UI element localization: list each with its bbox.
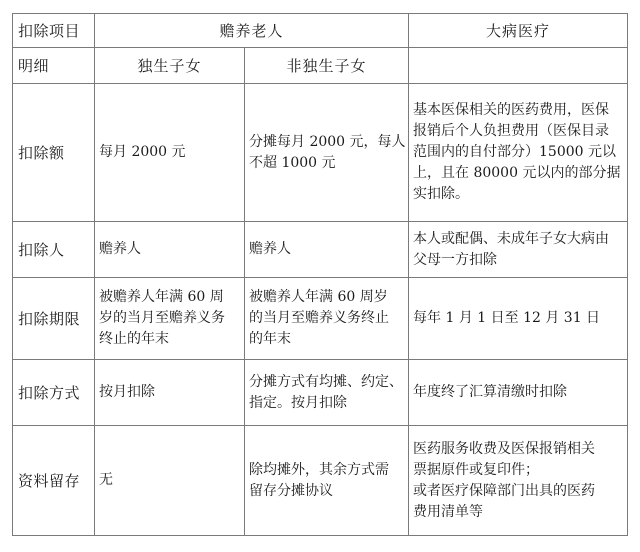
subheader-detail-label: 明细 bbox=[13, 48, 95, 84]
cell-text-line: 的当月至赡养义务终止 bbox=[249, 310, 389, 326]
cell-text-line: 医药服务收费及医保报销相关 bbox=[413, 440, 596, 457]
table-row bbox=[13, 278, 628, 360]
cell-medical bbox=[409, 278, 628, 360]
cell-text-line: 被赡养人年满 60 周岁 bbox=[249, 289, 388, 305]
cell-text-line: 费用清单等 bbox=[413, 503, 484, 520]
cell-text-line: 按月扣除 bbox=[99, 384, 155, 400]
header-serious-illness-medical: 大病医疗 bbox=[409, 14, 628, 48]
cell-only-child bbox=[95, 426, 245, 536]
cell-text-line: 年度终了汇算清缴时扣除 bbox=[413, 384, 568, 400]
cell-text-line: 终止的年末 bbox=[99, 331, 169, 347]
cell-medical bbox=[409, 426, 628, 536]
table-row bbox=[13, 222, 628, 278]
row-label: 扣除方式 bbox=[13, 360, 95, 426]
cell-only-child bbox=[95, 84, 245, 222]
cell-non-only-child bbox=[245, 360, 409, 426]
cell-text-line: 每年 1 月 1 日至 12 月 31 日 bbox=[413, 310, 601, 326]
table-row bbox=[13, 360, 628, 426]
table-row bbox=[13, 84, 628, 222]
cell-text-line: 除均摊外，其余方式需 bbox=[249, 461, 389, 478]
cell-only-child bbox=[95, 278, 245, 360]
cell-text-line: 每月 2000 元 bbox=[99, 144, 186, 160]
cell-text-line: 留存分摊协议 bbox=[249, 482, 333, 499]
cell-text-line: 基本医保相关的医药费用，医保 bbox=[413, 102, 610, 118]
subheader-non-only-child: 非独生子女 bbox=[245, 48, 409, 84]
header-item-label: 扣除项目 bbox=[13, 14, 95, 48]
row-label: 扣除期限 bbox=[13, 278, 95, 360]
cell-text-line: 的年末 bbox=[249, 331, 291, 347]
cell-non-only-child bbox=[245, 222, 409, 278]
cell-text-line: 指定。按月扣除 bbox=[249, 394, 347, 411]
cell-text-line: 分摊方式有均摊、约定、 bbox=[249, 373, 403, 390]
row-label: 扣除额 bbox=[13, 84, 95, 222]
cell-text-line: 无 bbox=[99, 472, 113, 488]
header-row bbox=[13, 14, 628, 48]
cell-only-child bbox=[95, 360, 245, 426]
cell-text-line: 范围内的自付部分）15000 元以 bbox=[413, 144, 617, 160]
cell-text-line: 父母一方扣除 bbox=[413, 251, 498, 268]
cell-text-line: 本人或配偶、未成年子女大病由 bbox=[413, 230, 610, 247]
cell-text-line: 实扣除。 bbox=[413, 186, 470, 202]
cell-text-line: 被赡养人年满 60 周 bbox=[99, 289, 224, 305]
cell-medical bbox=[409, 222, 628, 278]
header-elderly-support: 赡养老人 bbox=[95, 14, 409, 48]
cell-text-line: 报销后个人负担费用（医保目录 bbox=[413, 123, 610, 139]
cell-text-line: 分摊每月 2000 元，每人 bbox=[249, 133, 406, 150]
cell-medical bbox=[409, 84, 628, 222]
deduction-table-container bbox=[12, 13, 627, 537]
cell-text-line: 不超 1000 元 bbox=[249, 154, 336, 171]
cell-text-line: 票据原件或复印件； bbox=[413, 461, 540, 478]
subheader-medical-blank bbox=[409, 48, 628, 84]
cell-text-line: 赡养人 bbox=[99, 241, 141, 257]
cell-text-line: 或者医疗保障部门出具的医药 bbox=[413, 482, 596, 499]
cell-non-only-child bbox=[245, 426, 409, 536]
cell-non-only-child bbox=[245, 278, 409, 360]
table-row bbox=[13, 426, 628, 536]
cell-non-only-child bbox=[245, 84, 409, 222]
row-label: 资料留存 bbox=[13, 426, 95, 536]
cell-text-line: 上，且在 80000 元以内的部分据 bbox=[413, 165, 621, 181]
subheader-row bbox=[13, 48, 628, 84]
deduction-table bbox=[12, 13, 628, 536]
row-label: 扣除人 bbox=[13, 222, 95, 278]
cell-text-line: 赡养人 bbox=[249, 241, 291, 257]
subheader-only-child: 独生子女 bbox=[95, 48, 245, 84]
cell-only-child bbox=[95, 222, 245, 278]
cell-medical bbox=[409, 360, 628, 426]
cell-text-line: 岁的当月至赡养义务 bbox=[99, 310, 225, 326]
